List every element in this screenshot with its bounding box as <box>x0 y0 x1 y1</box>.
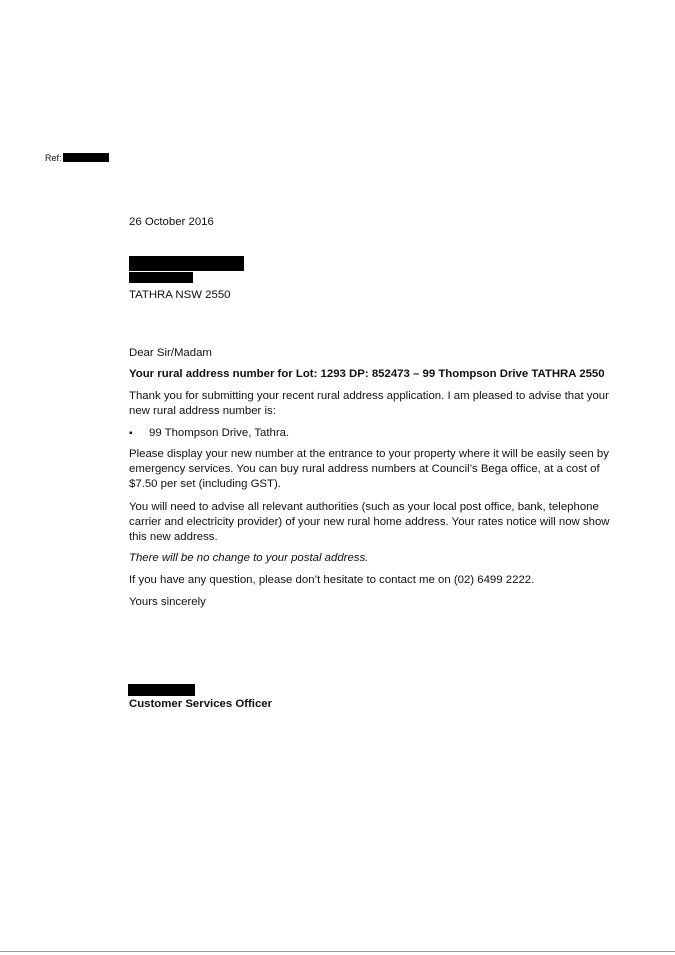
subject-line: Your rural address number for Lot: 1293 DP: 852473 – 99 Thompson Drive TATHRA 2550 <box>129 368 605 380</box>
redacted-signatory-name <box>128 684 195 696</box>
redacted-recipient-name <box>129 256 244 271</box>
recipient-town: TATHRA NSW 2550 <box>129 289 231 301</box>
letter-date: 26 October 2016 <box>129 216 214 228</box>
redacted-recipient-street <box>129 272 193 283</box>
paragraph-contact: If you have any question, please don’t hesitate to contact me on (02) 6499 2222. <box>129 574 535 586</box>
paragraph-display-number: Please display your new number at the entrance to your property where it will be easily seen by emergency services. You can buy rural address numbers at Council’s Bega office, at a cost of $7.50 per set (including GST). <box>129 448 609 490</box>
page-bottom-divider <box>0 951 675 952</box>
salutation: Dear Sir/Madam <box>129 347 212 359</box>
paragraph-postal-note: There will be no change to your postal address. <box>129 552 369 564</box>
reference-line <box>45 153 109 164</box>
address-bullet-item <box>129 426 629 441</box>
paragraph-advise-authorities: You will need to advise all relevant authorities (such as your local post office, bank, telephone carrier and electricity provider) of your new rural home address. Your rates notice will now show this new address. <box>129 501 610 543</box>
new-address: 99 Thompson Drive, Tathra. <box>149 427 290 439</box>
redacted-reference-number <box>63 153 109 162</box>
reference-label: Ref: <box>45 153 62 163</box>
signatory-title: Customer Services Officer <box>129 698 273 710</box>
closing-line: Yours sincerely <box>129 596 206 608</box>
bullet-icon: ▪ <box>129 428 133 439</box>
paragraph-application: Thank you for submitting your recent rural address application. I am pleased to advise that your new rural address number is: <box>129 390 609 417</box>
